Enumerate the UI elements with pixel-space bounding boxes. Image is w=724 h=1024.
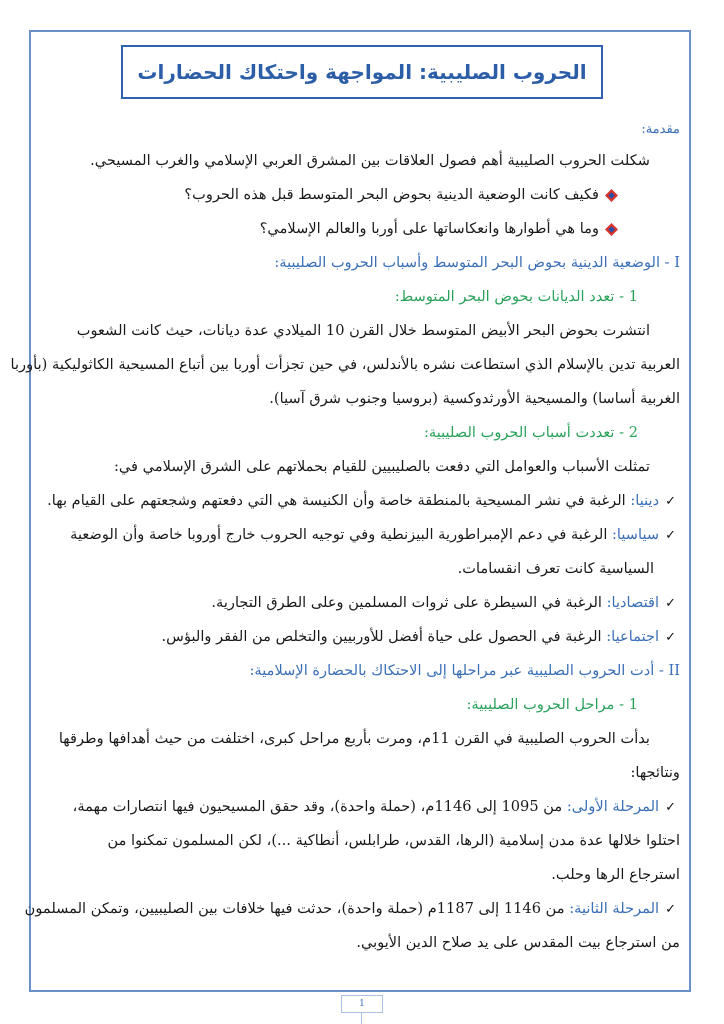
cause-item bbox=[40, 594, 680, 611]
paragraph-line: الغربية أساسا) والمسيحية الأورثدوكسية (بروسيا وجنوب شرق آسيا). bbox=[269, 390, 680, 407]
checkmark-icon: ✓ bbox=[665, 596, 676, 611]
cause-label: سياسيا: bbox=[612, 526, 660, 543]
section-1-heading: I - الوضعية الدينية بحوض البحر المتوسط وأسباب الحروب الصليبية: bbox=[274, 254, 680, 271]
question-2 bbox=[40, 220, 680, 237]
page-number: 1 bbox=[341, 995, 383, 1013]
page-number-tick bbox=[361, 1013, 362, 1024]
paragraph-line: انتشرت بحوض البحر الأبيض المتوسط خلال القرن 10 الميلادي عدة ديانات، حيث كانت الشعوب bbox=[76, 322, 650, 339]
section-1-sub-2-heading: 2 - تعددت أسباب الحروب الصليبية: bbox=[424, 424, 638, 441]
question-text: وما هي أطوارها وانعكاساتها على أوربا والعالم الإسلامي؟ bbox=[259, 220, 599, 237]
section-1-sub-1-heading: 1 - تعدد الديانات بحوض البحر المتوسط: bbox=[394, 288, 638, 305]
section-2-heading: II - أدت الحروب الصليبية عبر مراحلها إلى الاحتكاك بالحضارة الإسلامية: bbox=[249, 662, 680, 679]
question-text: فكيف كانت الوضعية الدينية بحوض البحر المتوسط قبل هذه الحروب؟ bbox=[184, 186, 599, 203]
phase-continuation: من استرجاع بيت المقدس على يد صلاح الدين الأيوبي. bbox=[356, 934, 680, 951]
cause-text: الرغبة في دعم الإمبراطورية البيزنطية وفي توجيه الحروب خارج أوروبا خاصة وأن الوضعية bbox=[70, 526, 613, 543]
cause-text: الرغبة في الحصول على حياة أفضل للأوربيين والتخلص من الفقر والبؤس. bbox=[161, 628, 607, 645]
cause-continuation: السياسية كانت تعرف انقسامات. bbox=[457, 560, 654, 577]
checkmark-icon: ✓ bbox=[665, 800, 676, 815]
cause-label: اقتصاديا: bbox=[606, 594, 660, 611]
paragraph-line: تمثلت الأسباب والعوامل التي دفعت بالصليبيين للقيام بحملاتهم على الشرق الإسلامي في: bbox=[113, 458, 650, 475]
checkmark-icon: ✓ bbox=[665, 630, 676, 645]
cause-text: الرغبة في السيطرة على ثروات المسلمين وعلى الطرق التجارية. bbox=[211, 594, 607, 611]
cause-item bbox=[40, 628, 680, 645]
cause-text: الرغبة في نشر المسيحية بالمنطقة خاصة وأن الكنيسة هي التي دفعتهم وشجعتهم على القيام بها. bbox=[47, 492, 631, 509]
checkmark-icon: ✓ bbox=[665, 528, 676, 543]
question-1 bbox=[40, 186, 680, 203]
phase-text: من 1146 إلى 1187م (حملة واحدة)، حدثت فيها خلافات بين الصليبيين، وتمكن المسلمون bbox=[24, 900, 570, 917]
paragraph-line: ونتائجها: bbox=[630, 764, 680, 781]
intro-heading: مقدمة: bbox=[641, 122, 680, 137]
cause-label: اجتماعيا: bbox=[606, 628, 660, 645]
paragraph-line: بدأت الحروب الصليبية في القرن 11م، ومرت بأربع مراحل كبرى، اختلفت من حيث أهدافها وطرقها bbox=[58, 730, 650, 747]
cause-label: دينيا: bbox=[630, 492, 660, 509]
phase-label: المرحلة الثانية: bbox=[569, 900, 660, 917]
paragraph-line: العربية تدين بالإسلام الذي استطاعت نشره بالأندلس، في حين تجزأت أوربا بين أتباع المسيحية الكاثوليكية (بأوربا bbox=[10, 356, 680, 373]
section-2-sub-1-heading: 1 - مراحل الحروب الصليبية: bbox=[466, 696, 638, 713]
checkmark-icon: ✓ bbox=[665, 494, 676, 509]
phase-continuation: استرجاع الرها وحلب. bbox=[551, 866, 680, 883]
cause-item bbox=[40, 526, 680, 543]
intro-text: شكلت الحروب الصليبية أهم فصول العلاقات بين المشرق العربي الإسلامي والغرب المسيحي. bbox=[90, 152, 650, 169]
phase-label: المرحلة الأولى: bbox=[566, 798, 660, 815]
page-title: الحروب الصليبية: المواجهة واحتكاك الحضارات bbox=[137, 60, 587, 84]
phase-continuation: احتلوا خلالها عدة مدن إسلامية (الرها، القدس، طرابلس، أنطاكية ...)، لكن المسلمون تمكنوا من bbox=[107, 832, 680, 849]
title-box bbox=[121, 45, 603, 99]
diamond-bullet-icon bbox=[605, 189, 618, 202]
phase-text: من 1095 إلى 1146م، (حملة واحدة)، وقد حقق المسيحيون فيها انتصارات مهمة، bbox=[72, 798, 567, 815]
phase-item bbox=[40, 798, 680, 815]
phase-item bbox=[24, 900, 680, 917]
cause-item bbox=[40, 492, 680, 509]
checkmark-icon: ✓ bbox=[665, 902, 676, 917]
diamond-bullet-icon bbox=[605, 223, 618, 236]
